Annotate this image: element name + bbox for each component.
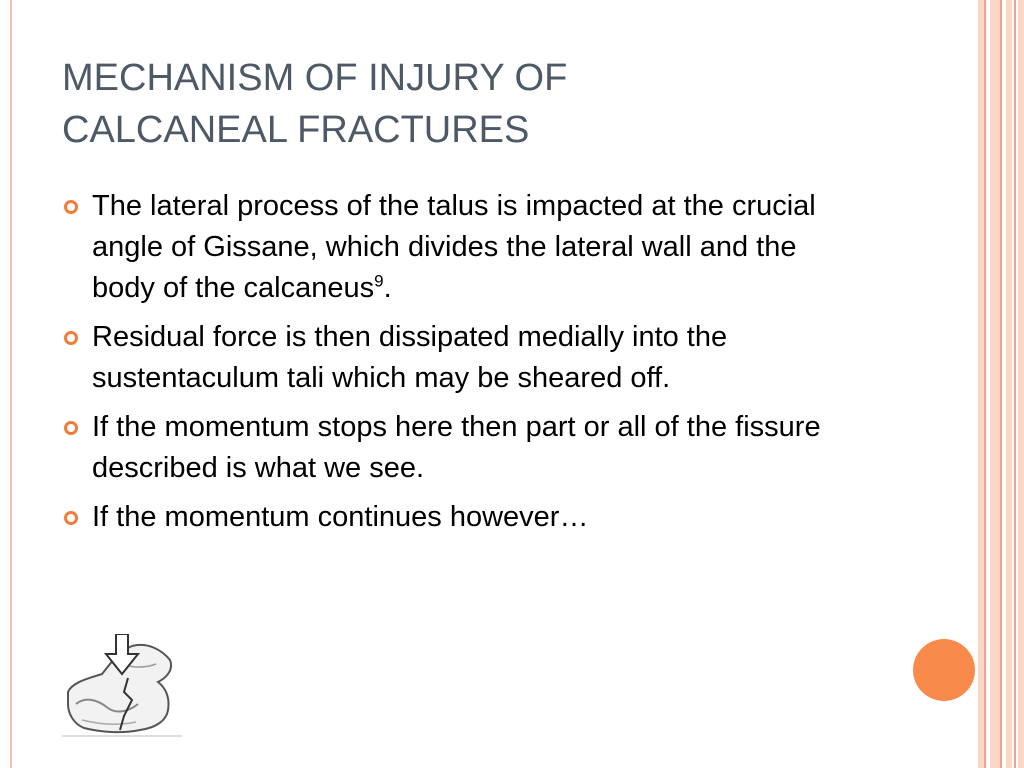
bullet-list (62, 186, 862, 546)
bullet-text: The lateral process of the talus is impacted at the crucial angle of Gissane, which divides the lateral wall and the body of the calcaneus (92, 190, 816, 304)
decorative-stripe (1018, 0, 1024, 768)
bullet-marker-icon (64, 421, 78, 435)
bullet-marker-icon (64, 200, 78, 214)
left-border-line (10, 0, 12, 768)
bullet-text: Residual force is then dissipated medially into the sustentaculum tali which may be sheared off. (92, 321, 728, 394)
decorative-stripe (1000, 0, 1002, 768)
bullet-suffix: . (383, 272, 392, 304)
bullet-item-2 (62, 317, 862, 399)
bullet-marker-icon (64, 511, 78, 525)
slide-title-line-2: CALCANEAL FRACTURES (62, 109, 530, 151)
decorative-stripe (984, 0, 986, 768)
accent-circle (913, 639, 975, 701)
decorative-stripe (1014, 0, 1016, 768)
bullet-marker-icon (64, 331, 78, 345)
citation-superscript: 9 (374, 271, 384, 291)
slide-title (62, 52, 882, 156)
bullet-item-3 (62, 407, 862, 489)
bullet-item-1 (62, 186, 862, 309)
decorative-stripe (1006, 0, 1012, 768)
bullet-item-4 (62, 497, 862, 538)
bullet-text: If the momentum continues however… (92, 501, 589, 533)
bullet-text: If the momentum stops here then part or all of the fissure described is what we see. (92, 411, 821, 484)
slide-title-line-1: MECHANISM OF INJURY OF (62, 57, 568, 99)
calcaneus-fracture-sketch-icon (62, 634, 182, 738)
decorative-stripe (990, 0, 1000, 768)
